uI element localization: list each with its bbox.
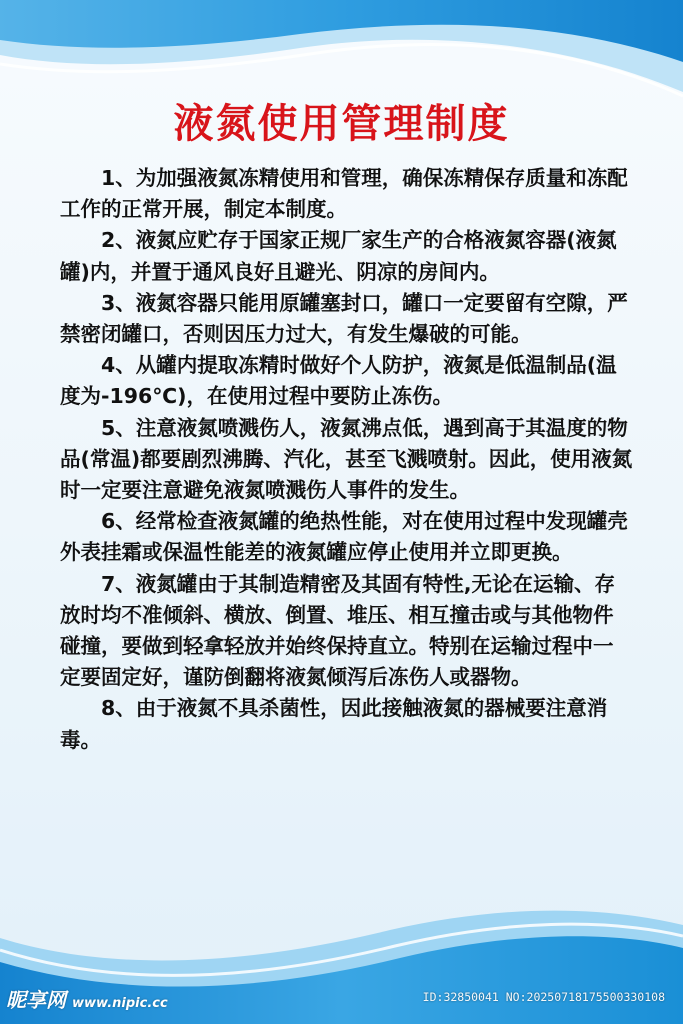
rule-paragraph-7: 7、液氮罐由于其制造精密及其固有特性,无论在运输、存放时均不准倾斜、横放、倒置、堆压、相互撞击或与其他物件碰撞，要做到轻拿轻放并始终保持直立。特别在运输过程中一定要固定好，谨防倒翻将液氮倾泻后冻伤人或器物。 bbox=[60, 571, 616, 690]
rule-paragraph-1: 1、为加强液氮冻精使用和管理，确保冻精保存质量和冻配工作的正常开展，制定本制度。 bbox=[60, 166, 628, 222]
rules-body bbox=[60, 163, 633, 756]
rule-paragraph-6: 6、经常检查液氮罐的绝热性能，对在使用过程中发现罐壳外表挂霜或保温性能差的液氮罐应停止使用并立即更换。 bbox=[60, 509, 628, 565]
watermark-url: www.nipic.cc bbox=[72, 996, 168, 1011]
rule-paragraph-8: 8、由于液氮不具杀菌性，因此接触液氮的器械要注意消毒。 bbox=[60, 696, 608, 752]
page-title: 液氮使用管理制度 bbox=[173, 101, 510, 147]
rule-paragraph-4: 4、从罐内提取冻精时做好个人防护，液氮是低温制品(温度为-196℃)，在使用过程中要防止冻伤。 bbox=[60, 353, 617, 409]
watermark-logo bbox=[6, 984, 168, 1013]
rule-paragraph-5: 5、注意液氮喷溅伤人，液氮沸点低，遇到高于其温度的物品(常温)都要剧烈沸腾、汽化，甚至飞溅喷射。因此，使用液氮时一定要注意避免液氮喷溅伤人事件的发生。 bbox=[60, 415, 633, 503]
rule-paragraph-3: 3、液氮容器只能用原罐塞封口，罐口一定要留有空隙，严禁密闭罐口，否则因压力过大，有发生爆破的可能。 bbox=[60, 290, 628, 347]
watermark-logo-text: 昵享网 bbox=[6, 988, 66, 1012]
watermark-id: ID:32850041 NO:20250718175500330108 bbox=[422, 990, 665, 1004]
rule-paragraph-2: 2、液氮应贮存于国家正规厂家生产的合格液氮容器(液氮罐)内，并置于通风良好且避光、阴凉的房间内。 bbox=[60, 228, 617, 284]
